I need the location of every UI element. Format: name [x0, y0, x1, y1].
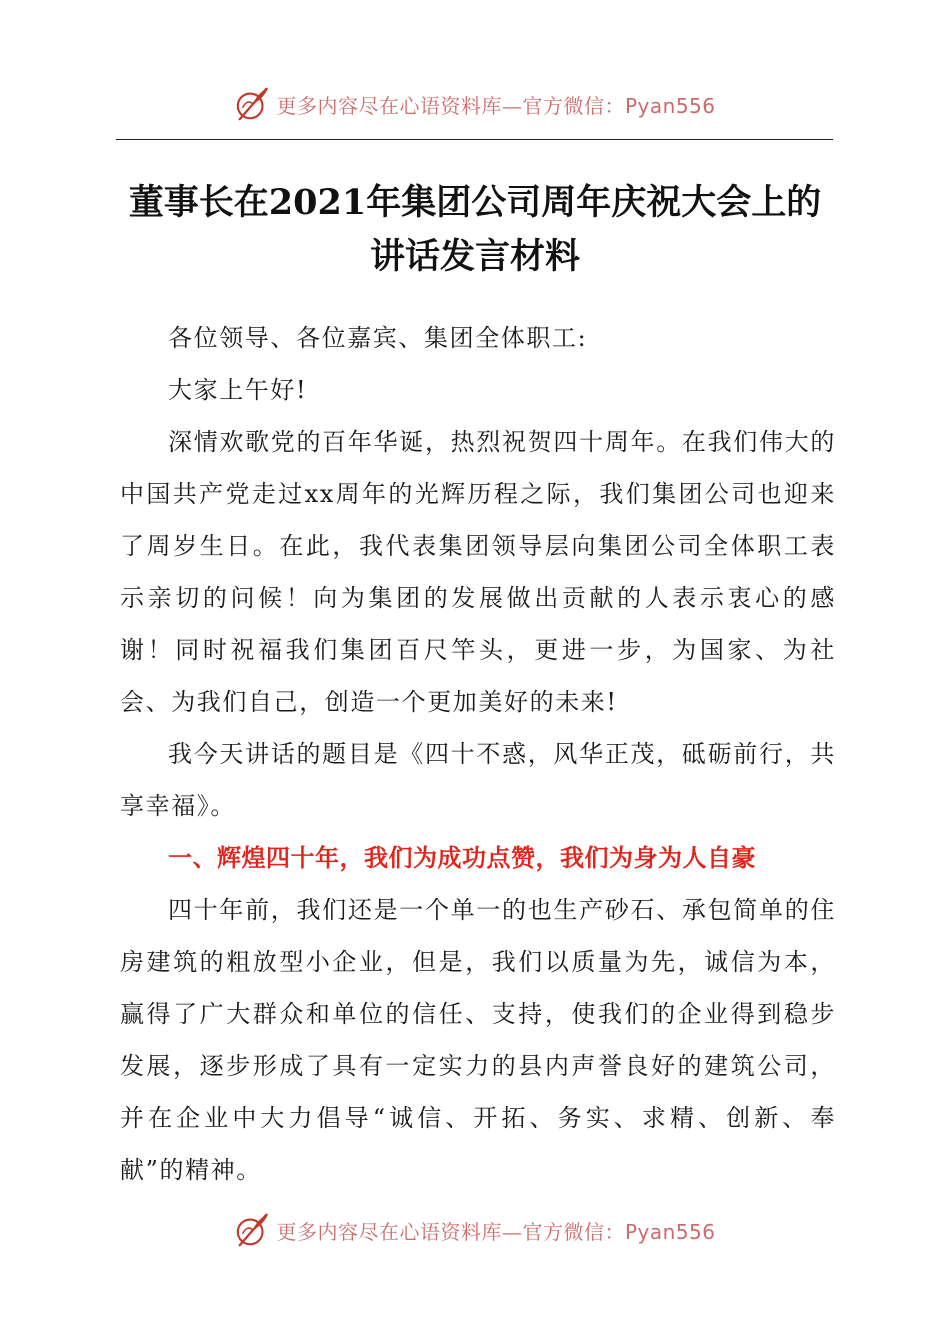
- header-wechat-id: Pyan556: [624, 93, 716, 118]
- footer-banner-text: 更多内容尽在心语资料库—官方微信：Pyan556: [276, 1219, 716, 1244]
- document-title: [100, 176, 850, 284]
- quill-pen-logo-icon: [234, 85, 272, 123]
- footer-banner: [0, 1210, 950, 1250]
- title-line-2: 讲话发言材料: [369, 236, 580, 277]
- header-banner: [0, 84, 950, 124]
- greeting: 大家上午好!: [168, 376, 308, 404]
- salutation: 各位领导、各位嘉宾、集团全体职工:: [168, 324, 588, 352]
- paragraph-1: 深情欢歌党的百年华诞，热烈祝贺四十周年。在我们伟大的中国共产党走过xx周年的光辉历程之际，我们集团公司也迎来了周岁生日。在此，我代表集团领导层向集团公司全体职工表示亲切的问候！向为集团的发展做出贡献的人表示衷心的感谢！同时祝福我们集团百尺竿头，更进一步，为国家、为社会、为我们自己，创造一个更加美好的未来!: [120, 428, 836, 716]
- footer-wechat-id: Pyan556: [624, 1219, 716, 1244]
- quill-pen-logo-icon: [234, 1211, 272, 1249]
- section-heading-1: 一、辉煌四十年，我们为成功点赞，我们为身为人自豪: [168, 844, 756, 872]
- title-line-1: 董事长在2021年集团公司周年庆祝大会上的: [128, 182, 822, 223]
- document-body: [120, 312, 836, 1196]
- paragraph-3: 四十年前，我们还是一个单一的也生产砂石、承包简单的住房建筑的粗放型小企业，但是，我们以质量为先，诚信为本，赢得了广大群众和单位的信任、支持，使我们的企业得到稳步发展，逐步形成了具有一定实力的县内声誉良好的建筑公司，并在企业中大力倡导“诚信、开拓、务实、求精、创新、奉献”的精神。: [120, 896, 836, 1184]
- header-banner-text: 更多内容尽在心语资料库—官方微信：Pyan556: [276, 93, 716, 118]
- header-divider: [116, 139, 833, 140]
- paragraph-2: 我今天讲话的题目是《四十不惑，风华正茂，砥砺前行，共享幸福》。: [120, 740, 836, 820]
